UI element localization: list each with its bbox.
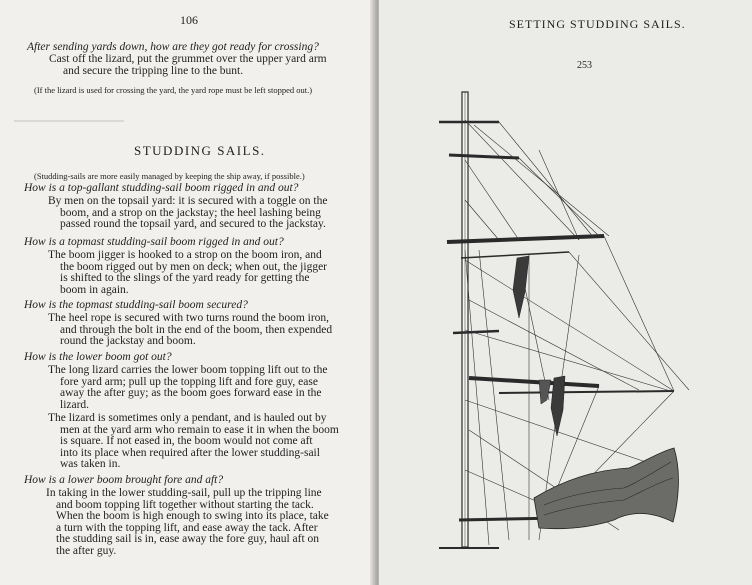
question-fore-and-aft: How is a lower boom brought fore and aft? bbox=[24, 474, 224, 486]
question-sending-yards: After sending yards down, how are they got ready for crossing? bbox=[27, 41, 319, 53]
answer-line: the boom rigged out by men on deck; when out, the jigger bbox=[60, 260, 327, 273]
topmast-studding-sail-furled bbox=[513, 256, 529, 318]
answer-topgallant-boom bbox=[48, 196, 327, 231]
answer-lower-boom-out bbox=[48, 365, 327, 411]
question-topmast-boom: How is a topmast studding-sail boom rigged in and out? bbox=[24, 236, 284, 248]
furled-sails bbox=[513, 256, 565, 436]
answer-line: the after guy. bbox=[56, 544, 117, 557]
question-topgallant-boom: How is a top-gallant studding-sail boom rigged in and out? bbox=[24, 182, 299, 194]
answer-fore-and-aft bbox=[46, 488, 329, 558]
answer-line: away the after guy; as the boom goes forward ease in the bbox=[60, 387, 322, 400]
answer-line: By men on the topsail yard: it is secured with a toggle on the bbox=[48, 195, 328, 207]
studding-sail-rigging-illustration bbox=[379, 0, 752, 585]
fore-yard bbox=[469, 378, 599, 386]
answer-boom-secured bbox=[48, 313, 332, 348]
lower-boom bbox=[499, 391, 674, 393]
page-number: 106 bbox=[180, 13, 198, 27]
question-lower-boom-out: How is the lower boom got out? bbox=[24, 351, 172, 363]
figure-number: 253 bbox=[577, 60, 592, 71]
topgallant-sail-furled bbox=[551, 376, 565, 436]
answer-line: round the jackstay and boom. bbox=[60, 335, 196, 348]
answer-line: boom, and a strop on the jackstay; the heel lashing being bbox=[60, 206, 321, 219]
answer-line: is square. If not eased in, the boom would not come aft bbox=[60, 435, 313, 448]
bleed-through bbox=[14, 120, 124, 122]
topsail-yard bbox=[447, 236, 604, 242]
answer-line: Cast off the lizard, put the grummet over the upper yard arm bbox=[49, 53, 327, 65]
answer-line: The long lizard carries the lower boom topping lift out to the bbox=[48, 364, 328, 376]
answer-topmast-boom bbox=[48, 250, 327, 296]
right-page bbox=[379, 0, 752, 585]
lower-studding-sail-belly bbox=[534, 448, 678, 529]
answer-line: lizard. bbox=[60, 398, 90, 411]
section-heading: STUDDING SAILS. bbox=[134, 143, 266, 158]
answer-line: and secure the tripping line to the bunt. bbox=[63, 64, 244, 77]
answer-line: and through the bolt in the end of the boom, then expended bbox=[60, 323, 333, 336]
answer-line: men at the yard arm who remain to ease it in when the boom bbox=[60, 423, 339, 436]
answer-sending-yards bbox=[49, 54, 327, 77]
lizard-note: (If the lizard is used for crossing the yard, the yard rope must be left stopped out.) bbox=[34, 85, 313, 95]
answer-line: a turn with the topping lift, and ease away the tack. After bbox=[56, 521, 318, 534]
answer-line: fore yard arm; pull up the topping lift and fore guy, ease bbox=[60, 375, 318, 388]
answer-line: When the boom is high enough to swing into its place, take bbox=[56, 510, 329, 523]
running-head: SETTING STUDDING SAILS. bbox=[509, 17, 686, 31]
answer-line: was taken in. bbox=[60, 458, 121, 471]
answer-lizard-pendant bbox=[48, 413, 339, 471]
answer-line: is shifted to the slings of the yard ready for getting the bbox=[60, 272, 310, 285]
answer-line: and boom topping lift together without starting the tack. bbox=[56, 498, 314, 511]
question-boom-secured: How is the topmast studding-sail boom secured? bbox=[24, 299, 248, 311]
answer-line: passed round the topsail yard, and secured to the jackstay. bbox=[60, 218, 326, 231]
heading-note: (Studding-sails are more easily managed by keeping the ship away, if possible.) bbox=[34, 171, 305, 181]
answer-line: In taking in the lower studding-sail, pull up the tripping line bbox=[46, 487, 322, 499]
answer-line: boom in again. bbox=[60, 283, 129, 296]
answer-line: into its place when required after the lower studding-sail bbox=[60, 446, 320, 459]
answer-line: the studding sail is in, ease away the fore guy, haul aft on bbox=[56, 533, 320, 546]
answer-line: The lizard is sometimes only a pendant, and is hauled out by bbox=[48, 412, 327, 424]
answer-line: The heel rope is secured with two turns round the boom iron, bbox=[48, 312, 330, 324]
answer-line: The boom jigger is hooked to a strop on the boom iron, and bbox=[48, 249, 322, 261]
